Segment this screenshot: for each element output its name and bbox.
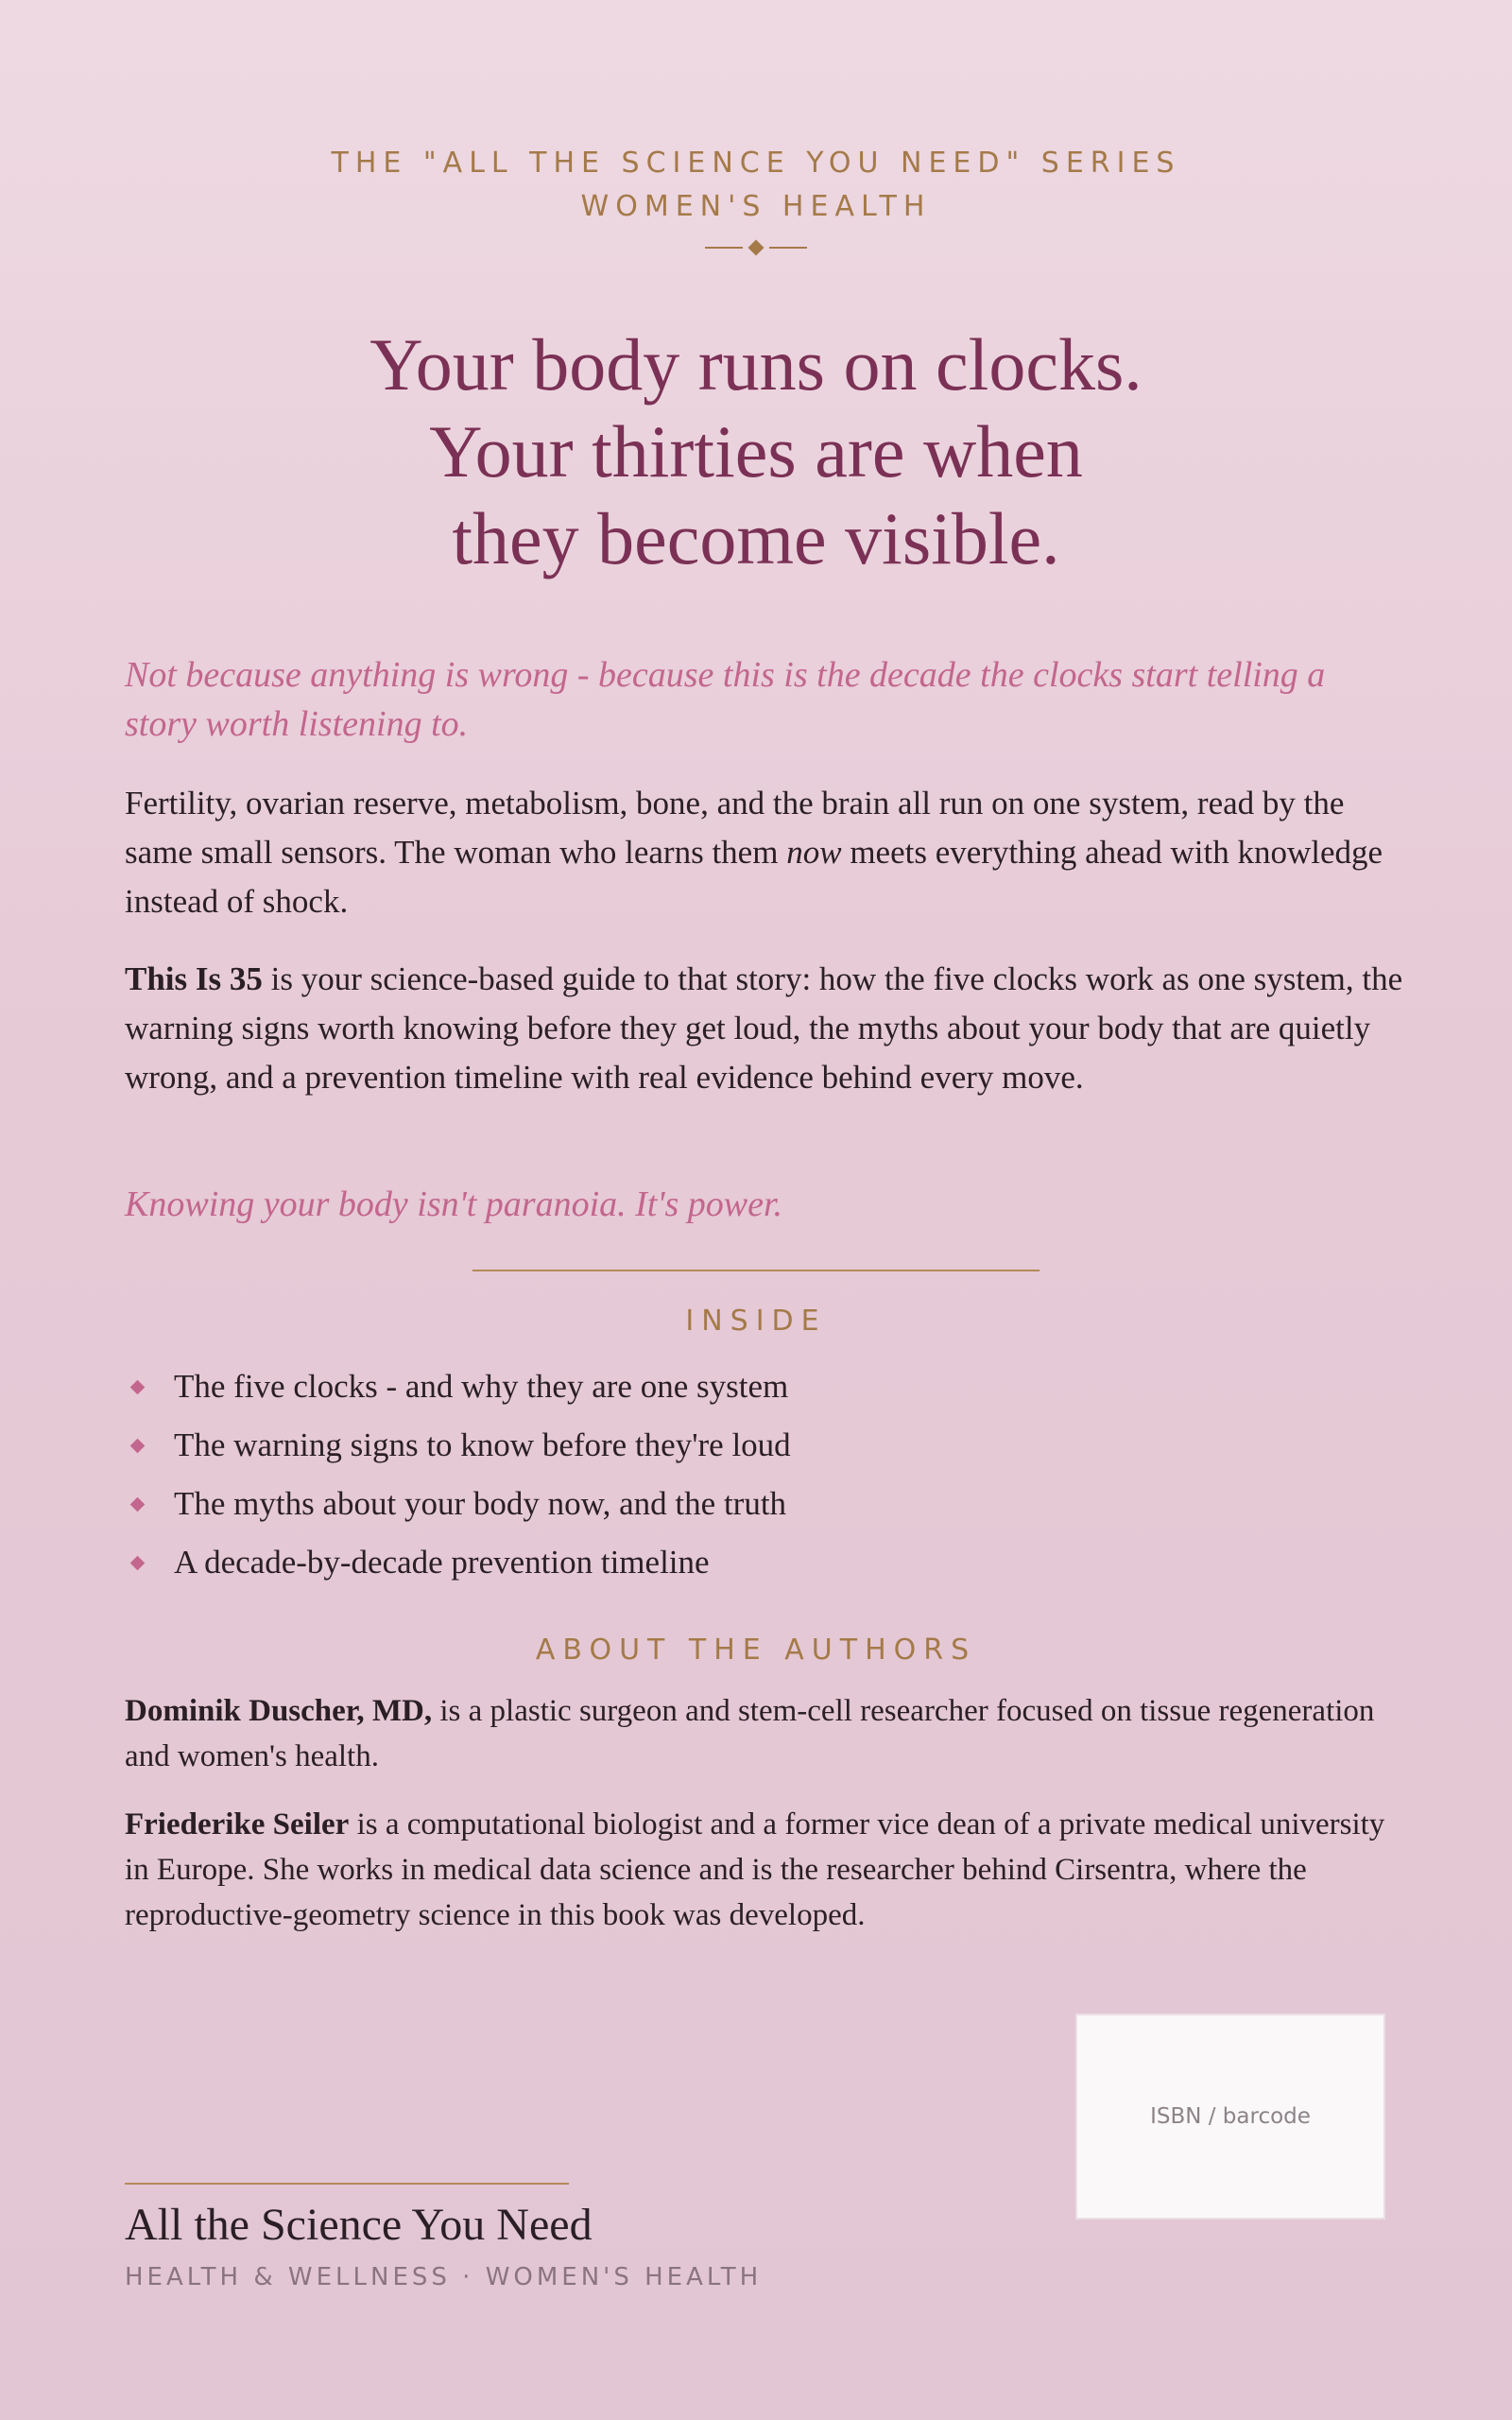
author-bio-text: is a plastic surgeon and stem-cell researcher focused on tissue regeneration and women's health.: [125, 1694, 1375, 1773]
author-name: Dominik Duscher, MD,: [125, 1694, 433, 1728]
diamond-ornament-icon: [705, 238, 807, 257]
book-title: This Is 35: [125, 960, 263, 997]
headline-line: Your thirties are when: [429, 410, 1083, 493]
authors-title: ABOUT THE AUTHORS: [535, 1634, 977, 1667]
intro-paragraph: [125, 779, 1410, 926]
author-bio: [125, 1688, 1400, 1779]
lede-text: Not because anything is wrong - because this is the decade the clocks start telling a story worth listening to.: [125, 655, 1326, 744]
headline: [0, 321, 1512, 582]
barcode-label: ISBN / barcode: [1150, 2104, 1311, 2129]
brand-subtitle: HEALTH & WELLNESS · WOMEN'S HEALTH: [125, 2263, 763, 2291]
intro-text-end: meets everything ahead with knowledge instead of shock.: [125, 834, 1383, 920]
list-item: [125, 1475, 1353, 1533]
brand-name: All the Science You Need: [125, 2200, 593, 2250]
book-description-text: is your science-based guide to that story: how the five clocks work as one system, the warning signs worth knowing before they get loud, the myths about your body that are quietly wrong, and a prevention timeline with real evidence behind every move.: [125, 960, 1403, 1096]
list-item: [125, 1416, 1353, 1475]
diamond-bullet-icon: [130, 1497, 146, 1512]
diamond-bullet-icon: [130, 1439, 146, 1454]
author-bio-text: is a computational biologist and a former vice dean of a private medical university in Europe. She works in medical data science and is the researcher behind Cirsentra, where the reproductive-geometry science in this book was developed.: [125, 1807, 1385, 1932]
series-subject: WOMEN'S HEALTH: [580, 190, 932, 223]
diamond-bullet-icon: [130, 1556, 146, 1571]
intro-emphasis: now: [786, 834, 842, 871]
inside-title: INSIDE: [685, 1305, 827, 1338]
series-header: [0, 142, 1512, 229]
list-item-text: The myths about your body now, and the truth: [174, 1485, 787, 1522]
headline-line: they become visible.: [452, 497, 1060, 579]
author-name: Friederike Seiler: [125, 1807, 350, 1841]
list-item-text: The warning signs to know before they're loud: [174, 1426, 791, 1463]
list-item-text: The five clocks - and why they are one system: [174, 1368, 789, 1405]
barcode-placeholder: [1075, 2014, 1385, 2220]
inside-list: [125, 1357, 1353, 1592]
series-name: THE "ALL THE SCIENCE YOU NEED" SERIES: [331, 147, 1181, 180]
book-description: [125, 955, 1410, 1102]
intro-text: Fertility, ovarian reserve, metabolism, bone, and the brain all run on one system, read by the same small sensors. The woman who learns them: [125, 785, 1345, 871]
tagline: Knowing your body isn't paranoia. It's power.: [125, 1184, 783, 1224]
list-item: [125, 1357, 1353, 1416]
author-bio: [125, 1802, 1400, 1938]
headline-line: Your body runs on clocks.: [369, 323, 1143, 406]
divider: [472, 1270, 1040, 1271]
list-item-text: A decade-by-decade prevention timeline: [174, 1544, 710, 1581]
diamond-bullet-icon: [130, 1380, 146, 1395]
brand-divider: [125, 2183, 569, 2185]
list-item: [125, 1533, 1353, 1592]
